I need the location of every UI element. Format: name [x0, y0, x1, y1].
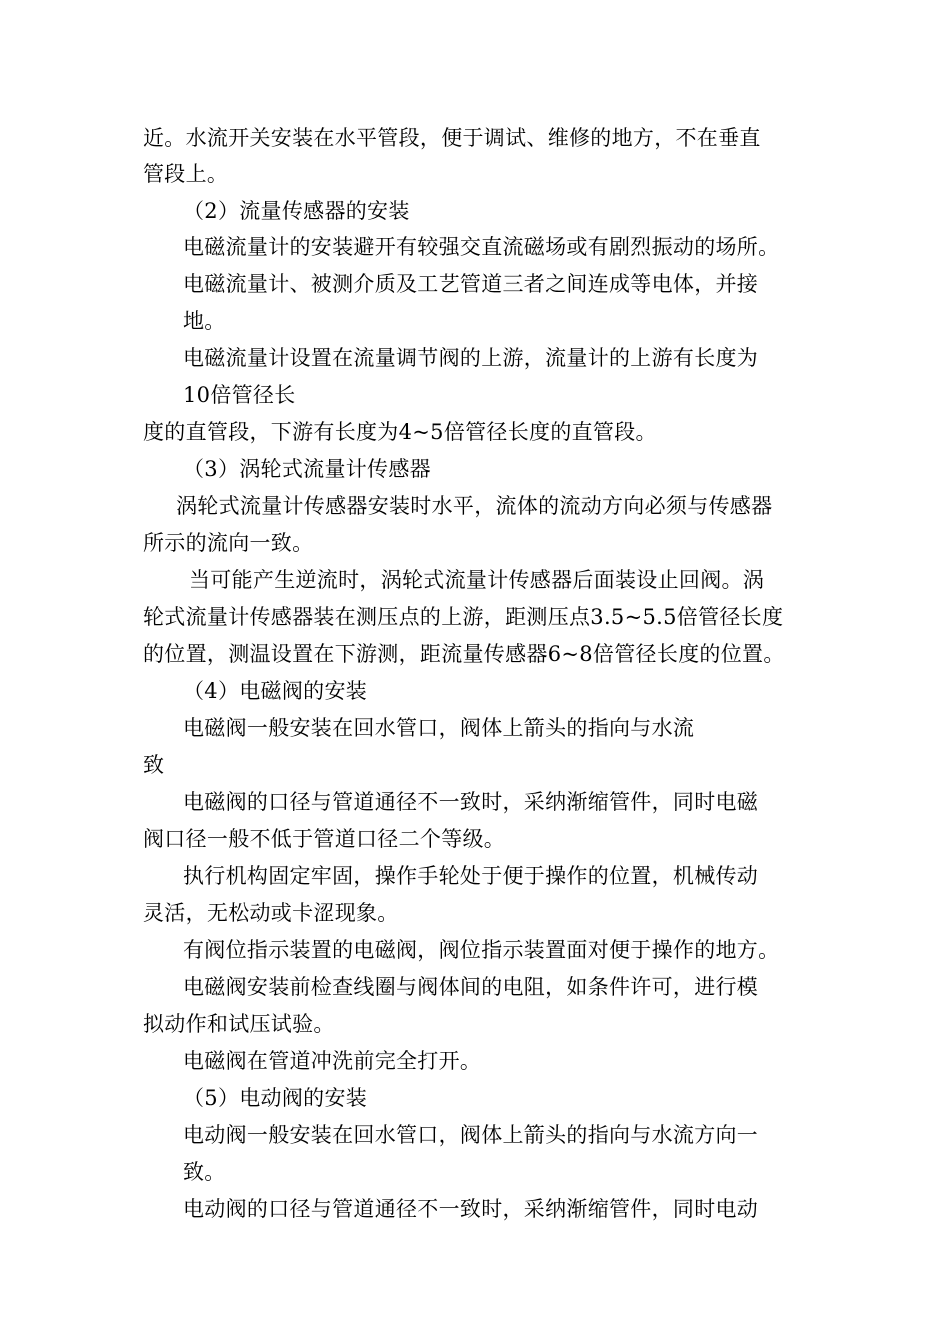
text-line: 地。 — [183, 309, 226, 333]
section-heading: （4）电磁阀的安装 — [183, 679, 368, 703]
text-line: 电动阀一般安装在回水管口，阀体上箭头的指向与水流方向一 — [183, 1123, 759, 1147]
section-heading: （2）流量传感器的安装 — [183, 199, 410, 223]
text-line: 电磁流量计的安装避开有较强交直流磁场或有剧烈振动的场所。 — [183, 235, 780, 259]
text-line: 轮式流量计传感器装在测压点的上游，距测压点3.5~5.5倍管径长度 — [143, 605, 784, 629]
text-line: 电磁阀安装前检查线圈与阀体间的电阻，如条件许可，进行模 — [183, 975, 759, 999]
text-line: 拟动作和试压试验。 — [143, 1012, 335, 1036]
text-line: 当可能产生逆流时，涡轮式流量计传感器后面装设止回阀。涡 — [189, 568, 765, 592]
text-line: 电磁流量计设置在流量调节阀的上游，流量计的上游有长度为 — [183, 346, 759, 370]
text-line: 灵活，无松动或卡涩现象。 — [143, 901, 399, 925]
text-line: 管段上。 — [143, 162, 229, 186]
text-line: 的位置，测温设置在下游测，距流量传感器6~8倍管径长度的位置。 — [143, 642, 785, 666]
text-line: 电磁阀一般安装在回水管口，阀体上箭头的指向与水流 — [183, 716, 695, 740]
text-line: 电磁阀在管道冲洗前完全打开。 — [183, 1049, 482, 1073]
text-line: 电动阀的口径与管道通径不一致时，采纳渐缩管件，同时电动 — [183, 1197, 759, 1221]
text-line: 阀口径一般不低于管道口径二个等级。 — [143, 827, 506, 851]
text-line: 电磁流量计、被测介质及工艺管道三者之间连成等电体，并接 — [183, 272, 759, 296]
text-line: 近。水流开关安装在水平管段，便于调试、维修的地方，不在垂直 — [143, 126, 761, 150]
text-line: 涡轮式流量计传感器安装时水平，流体的流动方向必须与传感器 — [176, 494, 773, 518]
text-line: 致 — [143, 753, 165, 777]
text-line: 致。 — [183, 1160, 226, 1184]
text-line: 度的直管段，下游有长度为4~5倍管径长度的直管段。 — [143, 420, 657, 444]
text-line: 有阀位指示装置的电磁阀，阀位指示装置面对便于操作的地方。 — [183, 938, 780, 962]
text-line: 执行机构固定牢固，操作手轮处于便于操作的位置，机械传动 — [183, 864, 759, 888]
text-line: 10倍管径长 — [183, 383, 296, 407]
section-heading: （5）电动阀的安装 — [183, 1086, 368, 1110]
text-line: 所示的流向一致。 — [143, 531, 314, 555]
section-heading: （3）涡轮式流量计传感器 — [183, 457, 431, 481]
text-line: 电磁阀的口径与管道通径不一致时，采纳渐缩管件，同时电磁 — [183, 790, 759, 814]
